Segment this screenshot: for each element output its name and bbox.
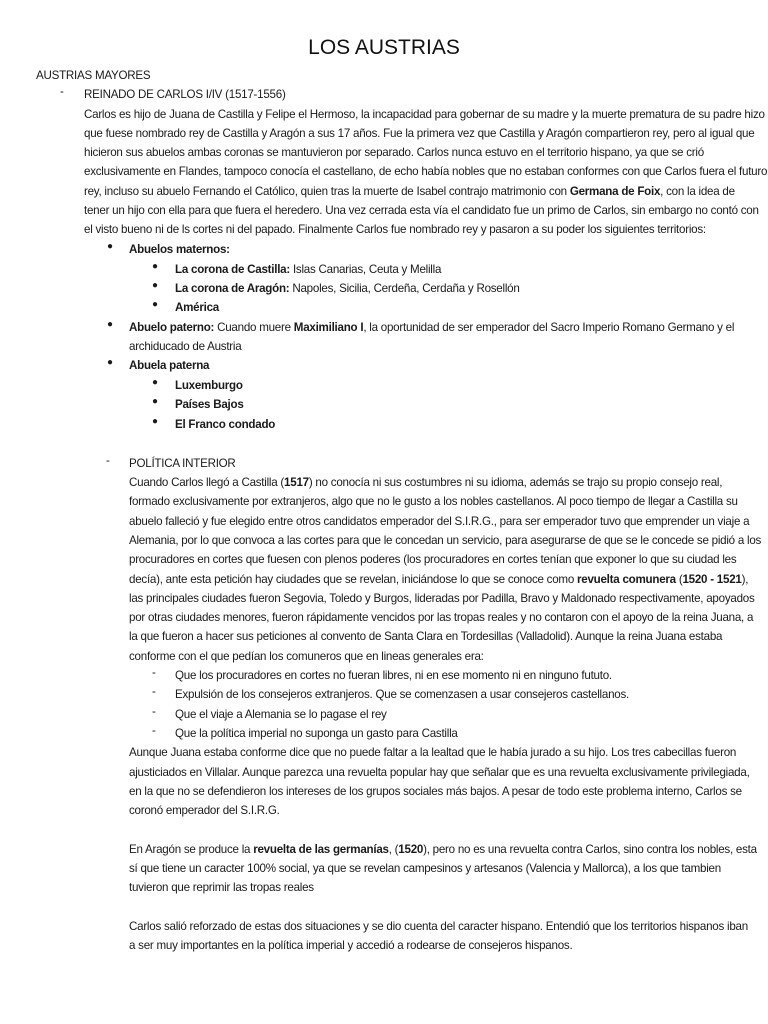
text-run: , con la idea de	[660, 185, 735, 198]
section-heading: AUSTRIAS MAYORES	[36, 69, 151, 82]
list-item	[175, 415, 275, 434]
bullet-icon: ●	[107, 319, 113, 330]
item-label: La corona de Aragón:	[175, 282, 290, 295]
item-text: , la oportunidad de ser emperador del Sacro Imperio Romano Germano y el	[363, 321, 735, 334]
bullet-icon: ●	[152, 280, 158, 291]
abuelos-maternos: Abuelos maternos:	[129, 243, 230, 256]
revuelta-germanias: revuelta de las germanías	[253, 843, 389, 856]
bullet-icon: ●	[107, 357, 113, 368]
paragraph-line: por otras ciudades menores, fueron rápidamente vencidos por las tropas reales y no contaron con el apoyo de la reina Juana, a	[129, 611, 754, 624]
list-item	[175, 395, 244, 414]
bullet-icon: ●	[152, 396, 158, 407]
dash-marker: -	[60, 85, 64, 98]
page-title: LOS AUSTRIAS	[308, 36, 460, 59]
politica-heading: POLÍTICA INTERIOR	[129, 457, 236, 470]
paragraph-line: hicieron sus abuelos ambas coronas se mantuvieron por separado. Carlos nunca estuvo en el territorio hispano, ya que se crió	[84, 146, 704, 159]
paragraph-line: Carlos es hijo de Juana de Castilla y Felipe el Hermoso, la incapacidad para gobernar de su madre y la muerte prematura de su padre hizo	[84, 108, 765, 121]
text-run: ), pero no es una revuelta contra Carlos, sino contra los nobles, esta	[423, 843, 757, 856]
item-text: Napoles, Sicilia, Cerdeña, Cerdaña y Rosellón	[289, 282, 520, 295]
maximiliano: Maximiliano I	[293, 321, 364, 334]
paragraph-line: Carlos salió reforzado de estas dos situaciones y se dio cuenta del caracter hispano. Entendió que los territorios hispanos iban	[129, 920, 748, 933]
paragraph-line: Alemania, por lo que convoca a las cortes para que le concedan un servicio, para asegurarse de que se le concede se pidió a los	[129, 534, 762, 547]
paragraph-line: procuradores en cortes que fuesen con plenos poderes (los procuradores en cortes tenían que exponer lo que su ciudad les	[129, 553, 737, 566]
paragraph-line: exclusivamente en Flandes, tampoco conocía el castellano, de echo había nobles que no estaban conformes con que Carlos fuera el futuro	[84, 165, 768, 178]
germana-de-foix: Germana de Foix	[569, 185, 661, 198]
paragraph-line	[84, 182, 735, 201]
paragraph-line: a ser muy importantes en la política imperial y accedió a rodearse de consejeros hispanos.	[129, 939, 573, 952]
bullet-icon: ●	[107, 241, 113, 252]
item-label: Países Bajos	[175, 398, 244, 411]
item-text: Islas Canarias, Ceuta y Melilla	[289, 263, 442, 276]
paragraph-line	[129, 570, 748, 589]
text-run: rey, incluso su abuelo Fernando el Católico, quien tras la muerte de Isabel contrajo matrimonio con	[84, 185, 570, 198]
text-run: decía), ante esta petición hay ciudades que se revelan, iniciándose lo que se conoce como	[129, 573, 577, 586]
dash-marker: -	[152, 666, 156, 679]
year-range: 1520 - 1521	[682, 573, 742, 586]
item-label: Abuelo paterno:	[129, 321, 215, 334]
text-run: (	[675, 573, 683, 586]
demand-item: Que la política imperial no suponga un gasto para Castilla	[175, 727, 458, 740]
list-item-continuation: archiducado de Austria	[129, 340, 242, 353]
item-label: Abuela paterna	[129, 359, 210, 372]
paragraph-line: tuvieron que reprimir las tropas reales	[129, 881, 314, 894]
list-item	[129, 318, 734, 337]
bullet-icon: ●	[152, 377, 158, 388]
demand-item: Que el viaje a Alemania se lo pagase el rey	[175, 708, 387, 721]
list-item	[175, 376, 243, 395]
paragraph-line: conforme con el que pedían los comuneros que en lineas generales era:	[129, 650, 484, 663]
year-1520: 1520	[398, 843, 424, 856]
item-label: América	[175, 301, 220, 314]
paragraph-line: abuelo falleció y fue elegido entre otros candidatos emperador del S.I.R.G., para ser emperador tuvo que emprender un viaje a	[129, 515, 750, 528]
demand-item: Expulsión de los consejeros extranjeros. Que se comenzasen a usar consejeros castellanos.	[175, 688, 629, 701]
paragraph-line: Aunque Juana estaba conforme dice que no puede faltar a la lealtad que le había jurado a su hijo. Los tres cabecillas fueron	[129, 746, 737, 759]
paragraph-line: tener un hijo con ella para que fuera el heredero. Una vez cerrada esta vía el candidato fue un primo de Carlos, sin embargo no contó con	[84, 204, 759, 217]
bullet-icon: ●	[152, 261, 158, 272]
demand-item: Que los procuradores en cortes no fueran libres, ni en ese momento ni en ninguno fututo.	[175, 669, 612, 682]
paragraph-line: en la que no se defendieron los intereses de los grupos sociales más bajos. A pesar de todo este problema interno, Carlos se	[129, 785, 742, 798]
year-1517: 1517	[284, 476, 309, 489]
item-text: Cuando muere	[214, 321, 294, 334]
paragraph-line	[129, 473, 722, 492]
list-item	[175, 260, 441, 279]
paragraph-line: la que fueron a hacer sus peticiones al convento de Santa Clara en Tordesillas (Valladolid). Aunque la reina Juana estaba	[129, 630, 723, 643]
text-run: ),	[741, 573, 749, 586]
paragraph-line: que fuese nombrado rey de Castilla y Aragón a sus 17 años. Fue la primera vez que Castilla y Aragón compartieron rey, pero al igual que	[84, 127, 755, 140]
text-run: ) no conocía ni sus costumbres ni su idioma, además se trajo su propio consejo real,	[308, 476, 723, 489]
reinado-heading: REINADO DE CARLOS I/IV (1517-1556)	[84, 88, 286, 101]
list-item	[175, 279, 520, 298]
item-label: La corona de Castilla:	[175, 263, 290, 276]
paragraph-line: formado exclusivamente por extranjeros, algo que no le gusto a los nobles castellanos. Al poco tiempo de llegar a Castilla su	[129, 495, 738, 508]
paragraph-line: el visto bueno ni de ls cortes ni del papado. Finalmente Carlos fue nombrado rey y pasaron a su poder los siguientes territorios:	[84, 223, 706, 236]
dash-marker: -	[152, 724, 156, 737]
paragraph-line: coronó emperador del S.I.R.G.	[129, 804, 280, 817]
paragraph-line: sí que tiene un caracter 100% social, ya que se revelan campesinos y artesanos (Valencia y Mallorca), a los que tambien	[129, 862, 721, 875]
paragraph-line	[129, 840, 757, 859]
dash-marker: -	[152, 685, 156, 698]
text-run: Cuando Carlos llegó a Castilla (	[129, 476, 285, 489]
dash-marker: -	[106, 454, 110, 467]
paragraph-line: las principales ciudades fueron Segovia, Toledo y Burgos, lideradas por Padilla, Bravo y Maldonado respectivamente, apoyados	[129, 592, 755, 605]
item-label: El Franco condado	[175, 418, 276, 431]
bullet-icon: ●	[152, 299, 158, 310]
text-run: En Aragón se produce la	[129, 843, 254, 856]
item-label: Luxemburgo	[175, 379, 243, 392]
revuelta-comunera: revuelta comunera	[577, 573, 676, 586]
text-run: , (	[388, 843, 399, 856]
paragraph-line: ajusticiados en Villalar. Aunque parezca una revuelta popular hay que señalar que es una revuelta exclusivamente privilegiada,	[129, 766, 750, 779]
list-item	[129, 240, 230, 259]
list-item	[129, 356, 209, 375]
dash-marker: -	[152, 705, 156, 718]
list-item	[175, 298, 219, 317]
bullet-icon: ●	[152, 416, 158, 427]
